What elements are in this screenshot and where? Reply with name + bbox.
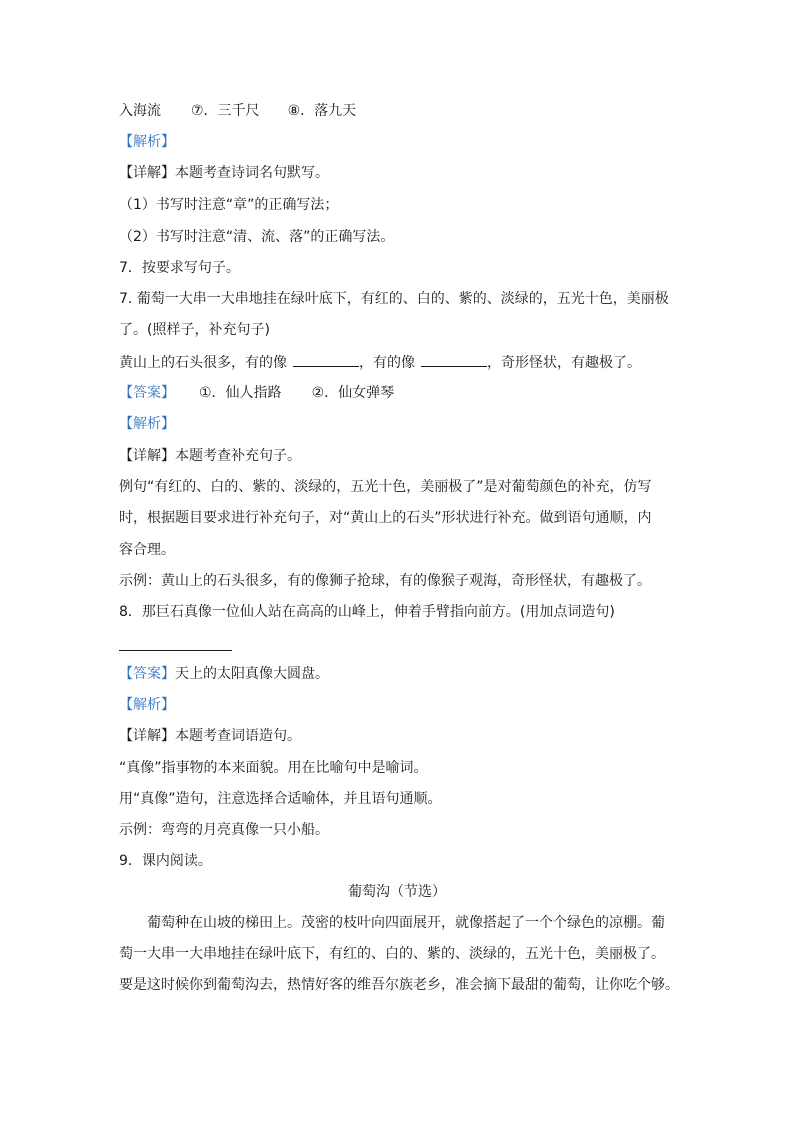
passage-text: 萄一大串一大串地挂在绿叶底下，有红的、白的、紫的、淡绿的，五光十色，美丽极了。: [119, 946, 665, 962]
passage-title: 葡萄沟（节选）: [348, 884, 446, 900]
detail-text: 【详解】本题考查补充句子。: [119, 448, 301, 464]
blank-line: [293, 352, 359, 367]
detail-text: 【详解】本题考查词语造句。: [119, 728, 301, 744]
question-text: 了。(照样子，补充句子): [119, 322, 270, 338]
detail-text: “真像”指事物的本来面貌。用在比喻句中是喻词。: [119, 760, 428, 776]
detail-text: 用“真像”造句，注意选择合适喻体，并且语句通顺。: [119, 791, 442, 807]
sentence-part: ，有的像: [359, 355, 415, 371]
analysis-label: 【解析】: [119, 697, 175, 713]
answer-item-1: ①．仙人指路: [199, 385, 282, 401]
blank-line: [421, 352, 487, 367]
answer-line-8: [119, 664, 329, 684]
answer-text: 天上的太阳真像大圆盘。: [175, 666, 329, 682]
answer-item-8: ⑧．落九天: [287, 103, 357, 119]
fill-in-sentence: [119, 352, 641, 372]
answer-item-2: ②．仙女弹琴: [311, 385, 395, 401]
example-text: 示例：黄山上的石头很多，有的像狮子抢球，有的像猴子观海，奇形怪状，有趣极了。: [119, 573, 651, 589]
detail-text: 时，根据题目要求进行补充句子，对“黄山上的石头”形状进行补充。做到语句通顺，内: [119, 510, 652, 526]
analysis-label: 【解析】: [119, 134, 175, 150]
sentence-part: 黄山上的石头很多，有的像: [119, 355, 287, 371]
question-heading: 8．那巨石真像一位仙人站在高高的山峰上，伸着手臂指向前方。(用加点词造句): [119, 604, 615, 620]
passage-text: 要是这时候你到葡萄沟去，热情好客的维吾尔族老乡，准会摘下最甜的葡萄，让你吃个够。: [119, 977, 679, 993]
question-heading: 7．按要求写句子。: [119, 260, 240, 276]
answer-line-7-8: [119, 101, 356, 121]
detail-text: （1）书写时注意“章”的正确写法；: [119, 197, 339, 213]
detail-text: 例句“有红的、白的、紫的、淡绿的，五光十色，美丽极了”是对葡萄颜色的补充，仿写: [119, 479, 652, 495]
answer-blank-line: [119, 650, 232, 651]
answer-item-7: ⑦．三千尺: [191, 103, 260, 119]
passage-text: 葡萄种在山坡的梯田上。茂密的枝叶向四面展开，就像搭起了一个个绿色的凉棚。葡: [147, 915, 665, 931]
answer-label: 【答案】: [119, 666, 175, 682]
answer-label: 【答案】: [119, 385, 175, 401]
example-text: 示例：弯弯的月亮真像一只小船。: [119, 822, 329, 838]
answer-text: 入海流: [119, 103, 161, 119]
question-text: 7. 葡萄一大串一大串地挂在绿叶底下，有红的、白的、紫的、淡绿的，五光十色，美丽极: [119, 291, 669, 307]
detail-text: （2）书写时注意“清、流、落”的正确写法。: [119, 229, 395, 245]
sentence-part: ，奇形怪状，有趣极了。: [487, 355, 641, 371]
detail-text: 容合理。: [119, 542, 175, 558]
answer-line-7: [119, 383, 394, 403]
question-heading: 9．课内阅读。: [119, 853, 212, 869]
analysis-label: 【解析】: [119, 416, 175, 432]
detail-text: 【详解】本题考查诗词名句默写。: [119, 165, 329, 181]
